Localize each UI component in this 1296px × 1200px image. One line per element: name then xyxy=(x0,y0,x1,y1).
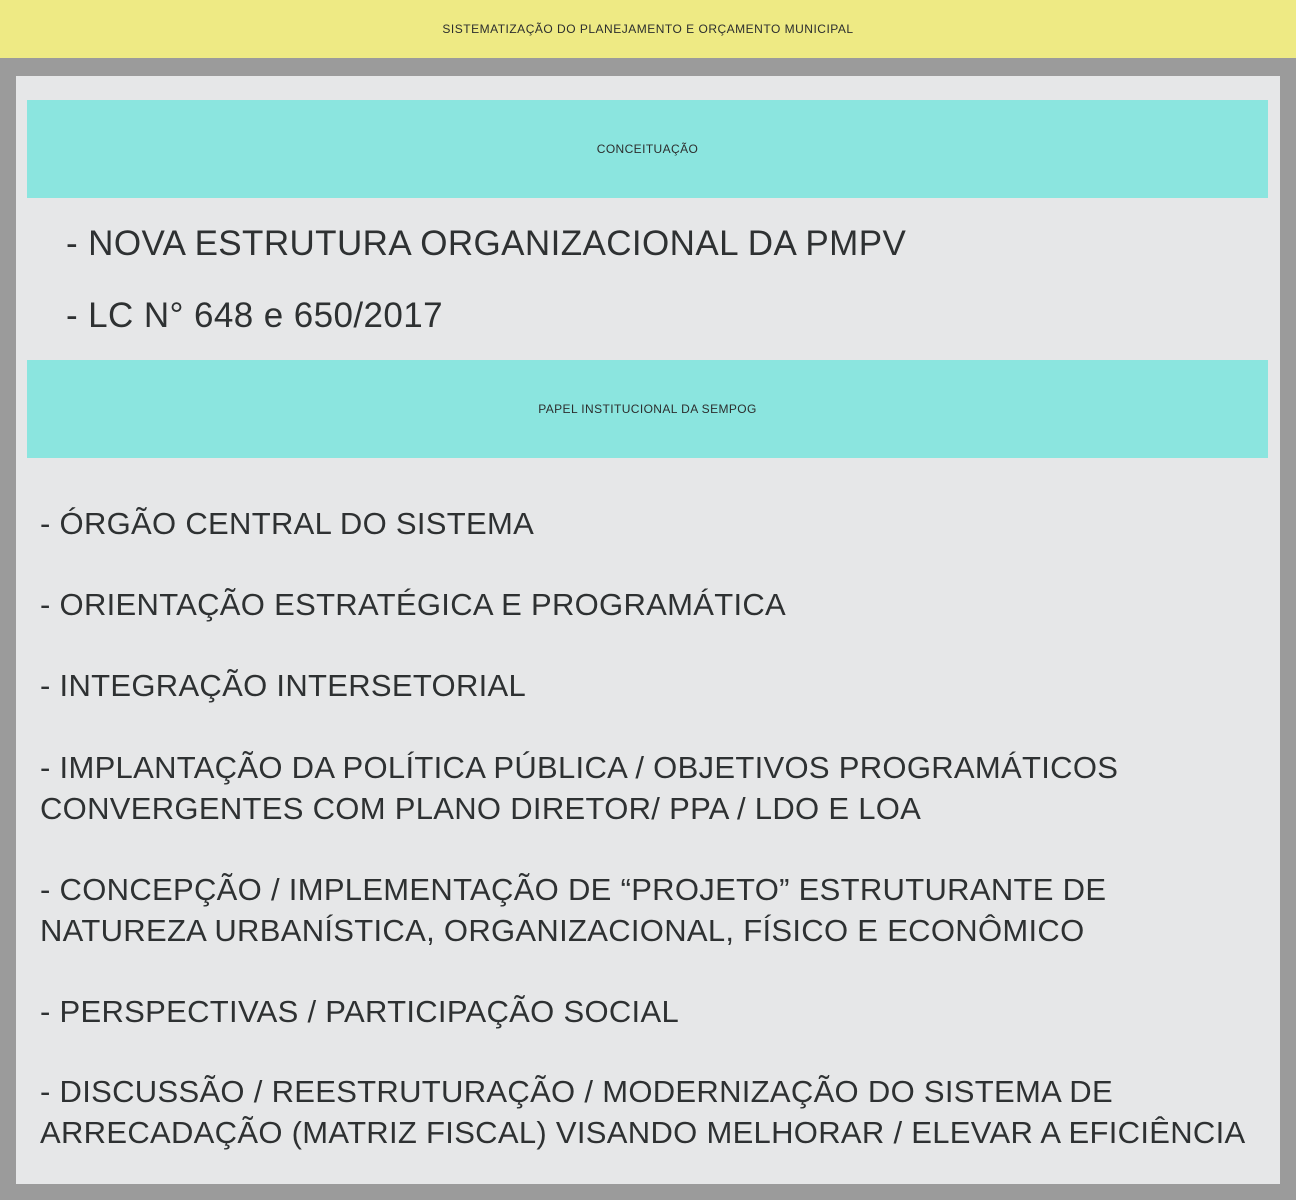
list-item: - ORIENTAÇÃO ESTRATÉGICA E PROGRAMÁTICA xyxy=(40,587,787,622)
list-item: - ÓRGÃO CENTRAL DO SISTEMA xyxy=(40,506,535,541)
page-title: SISTEMATIZAÇÃO DO PLANEJAMENTO E ORÇAMENTO MUNICIPAL xyxy=(0,0,1296,58)
list-item: - PERSPECTIVAS / PARTICIPAÇÃO SOCIAL xyxy=(40,994,679,1029)
list-item-continuation: CONVERGENTES COM PLANO DIRETOR/ PPA / LDO E LOA xyxy=(40,791,922,826)
list-item: - DISCUSSÃO / REESTRUTURAÇÃO / MODERNIZAÇÃO DO SISTEMA DE xyxy=(40,1074,1113,1109)
list-item-continuation: ARRECADAÇÃO (MATRIZ FISCAL) VISANDO MELHORAR / ELEVAR A EFICIÊNCIA xyxy=(40,1115,1246,1150)
section-header-conceituacao: CONCEITUAÇÃO xyxy=(27,100,1268,198)
list-item: - IMPLANTAÇÃO DA POLÍTICA PÚBLICA / OBJETIVOS PROGRAMÁTICOS xyxy=(40,750,1119,785)
list-item: - LC N° 648 e 650/2017 xyxy=(66,296,443,335)
list-item: - INTEGRAÇÃO INTERSETORIAL xyxy=(40,668,527,703)
content-panel xyxy=(16,76,1280,1184)
list-item: - NOVA ESTRUTURA ORGANIZACIONAL DA PMPV xyxy=(66,224,907,263)
section-header-papel-institucional: PAPEL INSTITUCIONAL DA SEMPOG xyxy=(27,360,1268,458)
list-item: - CONCEPÇÃO / IMPLEMENTAÇÃO DE “PROJETO” ESTRUTURANTE DE xyxy=(40,872,1107,907)
list-item-continuation: NATUREZA URBANÍSTICA, ORGANIZACIONAL, FÍSICO E ECONÔMICO xyxy=(40,913,1085,948)
